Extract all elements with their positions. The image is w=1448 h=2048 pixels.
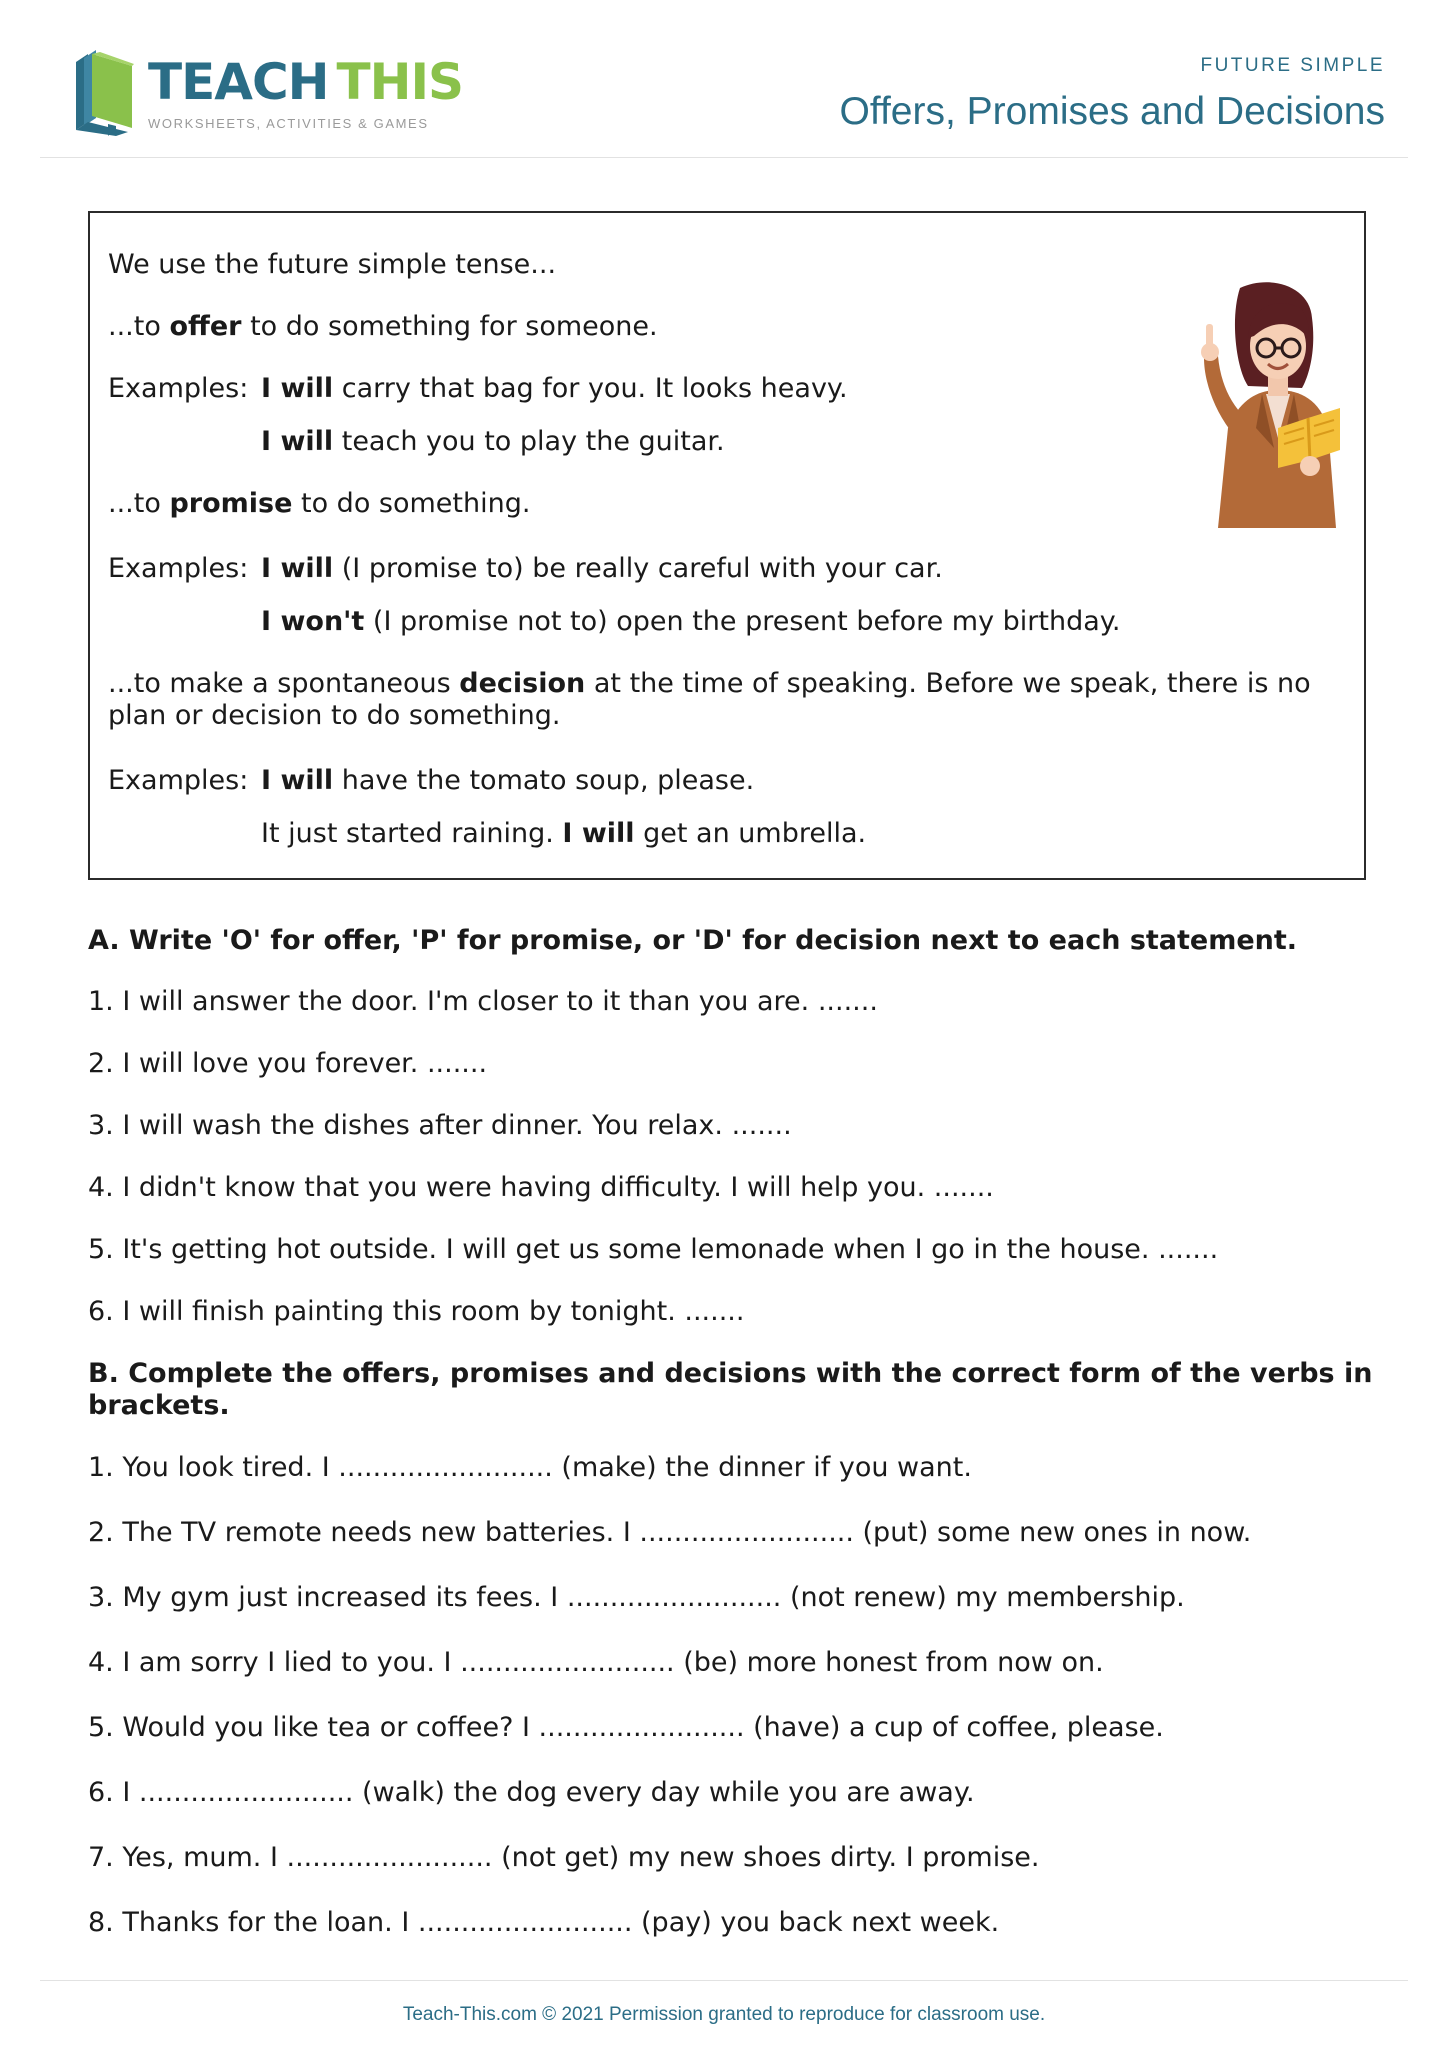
- example-keyword: I will: [261, 373, 334, 404]
- logo-wordmark: [148, 54, 463, 110]
- promise-example-1: [108, 553, 943, 585]
- example-keyword: I will: [261, 765, 334, 796]
- example-text: It just started raining.: [261, 818, 563, 849]
- section-b-item-2: 2. The TV remote needs new batteries. I ......................... (put) some new ones in now.: [88, 1517, 1252, 1548]
- page-header: [0, 0, 1448, 160]
- grammar-rules-box: [88, 211, 1366, 880]
- rule-decision-pre: ...to make a spontaneous: [108, 668, 460, 699]
- teacher-illustration: [1170, 278, 1355, 528]
- section-a-item-5: 5. It's getting hot outside. I will get us some lemonade when I go in the house. .......: [88, 1234, 1219, 1265]
- copyright-footer[interactable]: Teach-This.com © 2021 Permission granted to reproduce for classroom use.: [402, 2004, 1046, 2025]
- example-text: carry that bag for you. It looks heavy.: [333, 373, 848, 404]
- teach-this-logo[interactable]: [70, 48, 464, 138]
- logo-word-teach: TEACH: [148, 53, 329, 111]
- rule-offer-post: to do something for someone.: [241, 311, 658, 342]
- rule-promise-pre: ...to: [108, 488, 170, 519]
- section-b-item-6: 6. I ......................... (walk) the dog every day while you are away.: [88, 1777, 975, 1808]
- promise-example-2: [261, 606, 1121, 638]
- page-title: Offers, Promises and Decisions: [839, 90, 1385, 133]
- decision-example-1: [108, 765, 754, 797]
- section-a-title: A. Write 'O' for offer, 'P' for promise, or 'D' for decision next to each statement.: [88, 925, 1298, 956]
- decision-example-2: [261, 818, 866, 850]
- example-text: teach you to play the guitar.: [333, 426, 725, 457]
- section-b-item-5: 5. Would you like tea or coffee? I ........................ (have) a cup of coffee, please.: [88, 1712, 1164, 1743]
- offer-example-1: [108, 373, 848, 405]
- topic-kicker: FUTURE SIMPLE: [1200, 55, 1385, 76]
- example-keyword: I won't: [261, 606, 365, 637]
- section-b-item-3: 3. My gym just increased its fees. I ......................... (not renew) my membership.: [88, 1582, 1185, 1613]
- example-keyword: I will: [562, 818, 635, 849]
- rule-offer: [108, 311, 658, 343]
- section-a-item-1: 1. I will answer the door. I'm closer to it than you are. .......: [88, 986, 878, 1017]
- rule-decision-keyword: decision: [459, 668, 586, 699]
- examples-label: Examples:: [108, 373, 249, 404]
- book-logo-icon: [70, 48, 138, 136]
- example-text: (I promise to) be really careful with your car.: [333, 553, 943, 584]
- section-a-item-3: 3. I will wash the dishes after dinner. You relax. .......: [88, 1110, 792, 1141]
- rule-offer-keyword: offer: [169, 311, 242, 342]
- rule-offer-pre: ...to: [108, 311, 170, 342]
- section-a-item-6: 6. I will finish painting this room by tonight. .......: [88, 1296, 745, 1327]
- logo-tagline: WORKSHEETS, ACTIVITIES & GAMES: [148, 116, 429, 131]
- rule-decision-post: at the time of speaking. Before we speak, there is no plan or decision to do something.: [108, 668, 1311, 731]
- rule-decision: [108, 668, 1348, 732]
- header-divider: [40, 157, 1408, 158]
- examples-label: Examples:: [108, 765, 249, 796]
- section-b-item-1: 1. You look tired. I ......................... (make) the dinner if you want.: [88, 1452, 972, 1483]
- section-b-title: B. Complete the offers, promises and decisions with the correct form of the verbs in brackets.: [88, 1358, 1373, 1421]
- offer-example-2: [261, 426, 725, 458]
- section-a-item-2: 2. I will love you forever. .......: [88, 1048, 488, 1079]
- example-text: get an umbrella.: [634, 818, 867, 849]
- example-keyword: I will: [261, 426, 334, 457]
- rule-promise-keyword: promise: [169, 488, 293, 519]
- logo-word-this: THIS: [336, 53, 464, 111]
- footer-divider: [40, 1980, 1408, 1981]
- section-a-item-4: 4. I didn't know that you were having difficulty. I will help you. .......: [88, 1172, 994, 1203]
- rule-promise-post: to do something.: [292, 488, 531, 519]
- section-b-item-4: 4. I am sorry I lied to you. I ......................... (be) more honest from now on.: [88, 1647, 1104, 1678]
- section-b-item-7: 7. Yes, mum. I ........................ (not get) my new shoes dirty. I promise.: [88, 1842, 1040, 1873]
- rule-promise: [108, 488, 530, 520]
- rules-intro: We use the future simple tense...: [108, 249, 557, 280]
- section-b-item-8: 8. Thanks for the loan. I ......................... (pay) you back next week.: [88, 1907, 1000, 1938]
- examples-label: Examples:: [108, 553, 249, 584]
- example-keyword: I will: [261, 553, 334, 584]
- example-text: (I promise not to) open the present before my birthday.: [364, 606, 1121, 637]
- example-text: have the tomato soup, please.: [333, 765, 755, 796]
